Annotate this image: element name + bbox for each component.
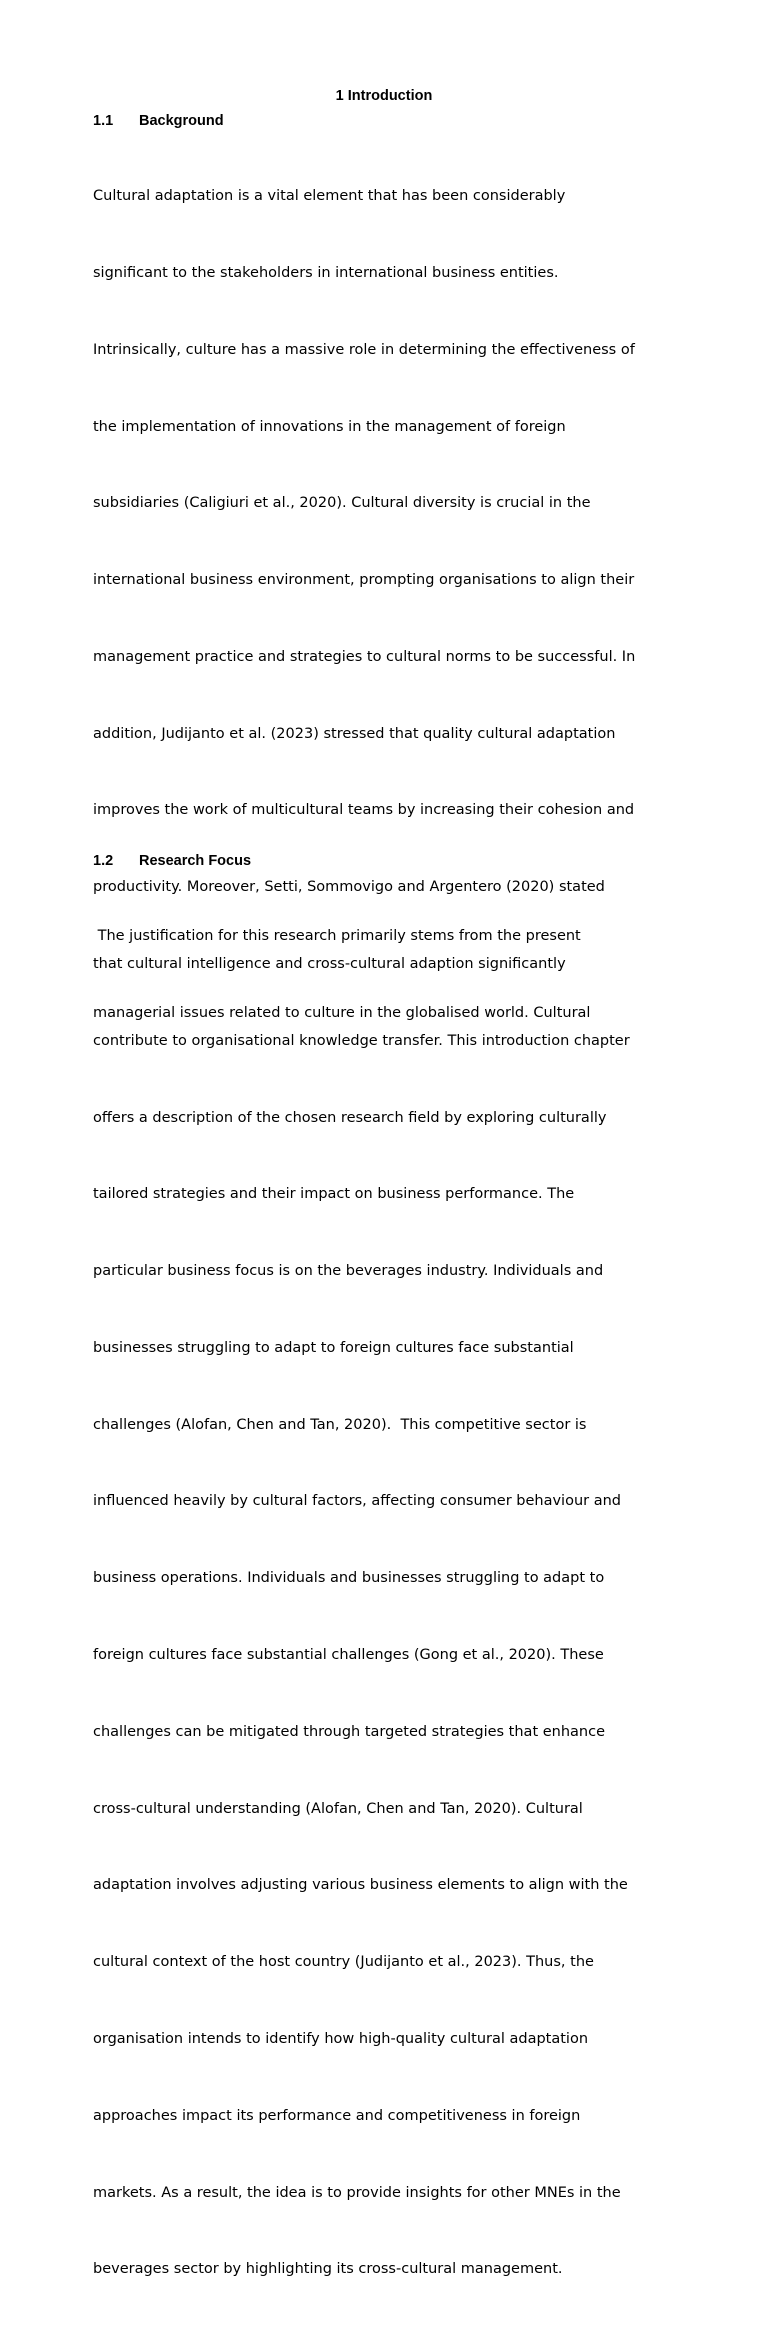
paragraph-line: international business environment, prompting organisations to align their: [93, 572, 635, 589]
paragraph-line: subsidiaries (Caligiuri et al., 2020). Cultural diversity is crucial in the: [93, 495, 591, 512]
paragraph-line: approaches impact its performance and competitiveness in foreign: [93, 2107, 581, 2124]
paragraph-line: Intrinsically, culture has a massive role in determining the effectiveness of: [93, 341, 635, 358]
paragraph-line: management practice and strategies to cultural norms to be successful. In: [93, 648, 636, 665]
paragraph-line: cross-cultural understanding (Alofan, Chen and Tan, 2020). Cultural: [93, 1800, 583, 1817]
section-number: 1.1: [93, 113, 114, 129]
paragraph-line: foreign cultures face substantial challenges (Gong et al., 2020). These: [93, 1647, 604, 1664]
paragraph-line: managerial issues related to culture in the globalised world. Cultural: [93, 1004, 591, 1021]
section-heading-research-focus: [93, 851, 251, 871]
paragraph-line: adaptation involves adjusting various business elements to align with the: [93, 1877, 628, 1894]
paragraph-line: offers a description of the chosen research field by exploring culturally: [93, 1109, 607, 1126]
paragraph-line: markets. As a result, the idea is to provide insights for other MNEs in the: [93, 2184, 621, 2201]
chapter-title: 1 Introduction: [335, 88, 433, 104]
section-heading-background: [93, 111, 224, 131]
paragraph-line: challenges (Alofan, Chen and Tan, 2020). This competitive sector is: [93, 1416, 587, 1433]
background-paragraph: [93, 133, 635, 2334]
section-title: Background: [139, 113, 224, 129]
paragraph-line: particular business focus is on the beverages industry. Individuals and: [93, 1263, 604, 1280]
paragraph-line: Cultural adaptation is a vital element that has been considerably: [93, 188, 566, 205]
paragraph-line: tailored strategies and their impact on business performance. The: [93, 1186, 575, 1203]
paragraph-line: organisation intends to identify how high-quality cultural adaptation: [93, 2030, 589, 2047]
paragraph-line: challenges can be mitigated through targeted strategies that enhance: [93, 1723, 606, 1740]
paragraph-line: business operations. Individuals and businesses struggling to adapt to: [93, 1570, 605, 1587]
paragraph-line: improves the work of multicultural teams by increasing their cohesion and: [93, 802, 635, 819]
section-number: 1.2: [93, 853, 114, 869]
section-title: Research Focus: [139, 853, 252, 869]
paragraph-line: cultural context of the host country (Judijanto et al., 2023). Thus, the: [93, 1954, 594, 1971]
paragraph-line: significant to the stakeholders in international business entities.: [93, 264, 559, 281]
paragraph-line: businesses struggling to adapt to foreign cultures face substantial: [93, 1339, 574, 1356]
paragraph-line: productivity. Moreover, Setti, Sommovigo and Argentero (2020) stated: [93, 879, 605, 896]
research-focus-paragraph: [93, 873, 590, 1078]
paragraph-line: beverages sector by highlighting its cross-cultural management.: [93, 2261, 563, 2278]
paragraph-line: contribute to organisational knowledge transfer. This introduction chapter: [93, 1032, 630, 1049]
paragraph-line: influenced heavily by cultural factors, affecting consumer behaviour and: [93, 1493, 621, 1510]
paragraph-line: the implementation of innovations in the management of foreign: [93, 418, 566, 435]
paragraph-line: addition, Judijanto et al. (2023) stressed that quality cultural adaptation: [93, 725, 616, 742]
paragraph-line: that cultural intelligence and cross-cultural adaption significantly: [93, 956, 566, 972]
paragraph-line: The justification for this research primarily stems from the present: [93, 928, 581, 945]
